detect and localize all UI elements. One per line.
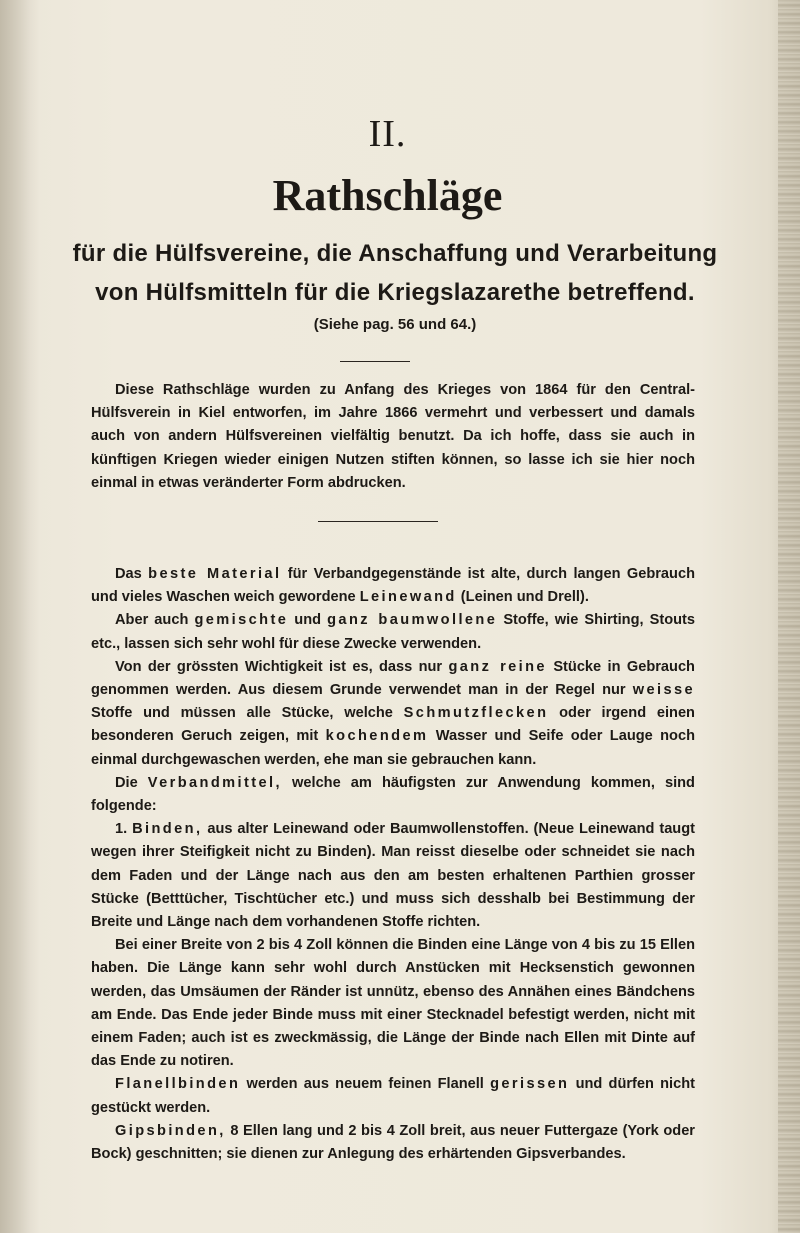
text-run: Stücke in Gebrauch genommen werden. Aus diesem Grunde verwendet man in der Regel nur [91, 658, 695, 699]
text-run: werden aus neuem feinen Flanell [246, 1076, 484, 1093]
text-run: und dürfen nicht gestückt werden. [91, 1076, 696, 1116]
intro-paragraph [91, 379, 695, 495]
emphasis-text: Binden, [132, 821, 203, 838]
paragraph-bandage-size: Bei einer Breite von 2 bis 4 Zoll können die Binden eine Länge von 4 bis zu 15 Ellen haben. Die Länge kann sehr wohl durch Anstücken mit Hecksenstich gewonnen werden, das Umsäumen der Ränder ist unnütz, ebenso des Annähen eines Bändchens am Ende. Das Ende jeder Binde muss mit einer Stecknadel befestigt werden, nicht mit einem Faden; auch ist es zweckmässig, die Länge der Binde nach Ellen mit Dinte auf das Ende zu notiren. [91, 937, 695, 1070]
text-run: Von der grössten Wichtigkeit ist es, dass nur [115, 658, 443, 675]
paragraph-material [91, 563, 695, 609]
intro-text: Diese Rathschläge wurden zu Anfang des Krieges von 1864 für den Central-Hülfsverein in Kiel entworfen, im Jahre 1866 vermehrt und verbessert und damals auch von andern Hülfsvereinen vielfältig benutzt. Da ich hoffe, dass sie auch in künftigen Kriegen wieder einigen Nutzen stiften können, so lasse ich sie hier noch einmal in etwas veränderter Form abdrucken. [91, 382, 695, 491]
text-run: aus alter Leinewand oder Baumwollenstoffen. (Neue Leinewand taugt wegen ihrer Steifigkeit nicht zu Binden). Man reisst dieselbe oder schneidet sie nach dem Faden und der Länge nach aus den am besten erhaltenen Parthien grosser Stücke (Betttücher, Tischtücher etc.) und muss sich desshalb bei Bestimmung der Breite und Länge nach dem vorhandenen Stoffe richten. [91, 821, 695, 931]
text-run: (Leinen und Drell). [460, 589, 589, 606]
text-run: 8 Ellen lang und 2 bis 4 Zoll breit, aus neuer Futtergaze (York oder Bock) geschnitten; sie dienen zur Anlegung des erhärtenden Gipsverbandes. [91, 1122, 695, 1163]
paragraph-bandages [91, 818, 695, 934]
text-run: Stoffe und müssen alle Stücke, welche [91, 705, 393, 722]
emphasis-text: Schmutzflecken [403, 705, 549, 722]
emphasis-text: gemischte [194, 612, 289, 629]
paragraph-mixed-fabrics [91, 609, 695, 655]
emphasis-text: weisse [632, 682, 696, 699]
subtitle-line-2: von Hülfsmitteln für die Kriegslazarethe betreffend. [95, 279, 695, 306]
subtitle-line-1: für die Hülfsvereine, die Anschaffung und Verarbeitung [72, 240, 718, 267]
emphasis-text: gerissen [490, 1076, 570, 1093]
book-spine-edge [778, 0, 800, 1233]
text-run: und [294, 612, 322, 629]
emphasis-text: Flanellbinden [115, 1076, 241, 1093]
list-number: 1. [115, 821, 128, 838]
emphasis-text: ganz baumwollene [327, 612, 498, 629]
page-reference: (Siehe pag. 56 und 64.) [313, 316, 477, 333]
paragraph-plaster-bandages [91, 1120, 695, 1166]
text-run: Das [115, 566, 142, 582]
emphasis-text: beste Material [148, 566, 282, 582]
emphasis-text: Gipsbinden, [115, 1122, 226, 1139]
emphasis-text: Leinewand [359, 589, 457, 606]
paragraph-flannel-bandages [91, 1073, 695, 1119]
text-run: welche am häufigsten zur Anwendung kommen, sind folgende: [91, 774, 695, 815]
emphasis-text: kochendem [325, 728, 429, 745]
text-run: Wasser und Seife oder Lauge noch einmal durchgewaschen werden, ehe man sie gebrauchen kann. [91, 728, 695, 768]
text-run: für Verbandgegenstände ist alte, durch langen Gebrauch und vieles Waschen weich gewordene [91, 566, 695, 606]
text-run: Die [115, 774, 138, 791]
page-title: Rathschläge [272, 171, 503, 220]
divider-rule-2 [318, 521, 438, 522]
paragraph-cleanliness [91, 656, 695, 772]
main-text [91, 563, 695, 1166]
section-numeral: II. [368, 113, 407, 155]
text-run: oder irgend einen besonderen Geruch zeigen, mit [91, 705, 695, 745]
text-run: Stoffe, wie Shirting, Stouts etc., lassen sich sehr wohl für diese Zwecke verwenden. [91, 612, 695, 652]
emphasis-text: ganz reine [448, 658, 547, 675]
emphasis-text: Verbandmittel, [147, 774, 282, 791]
paragraph-dressings-intro [91, 772, 695, 818]
text-run: Aber auch [115, 612, 189, 629]
divider-rule-1 [340, 361, 410, 362]
